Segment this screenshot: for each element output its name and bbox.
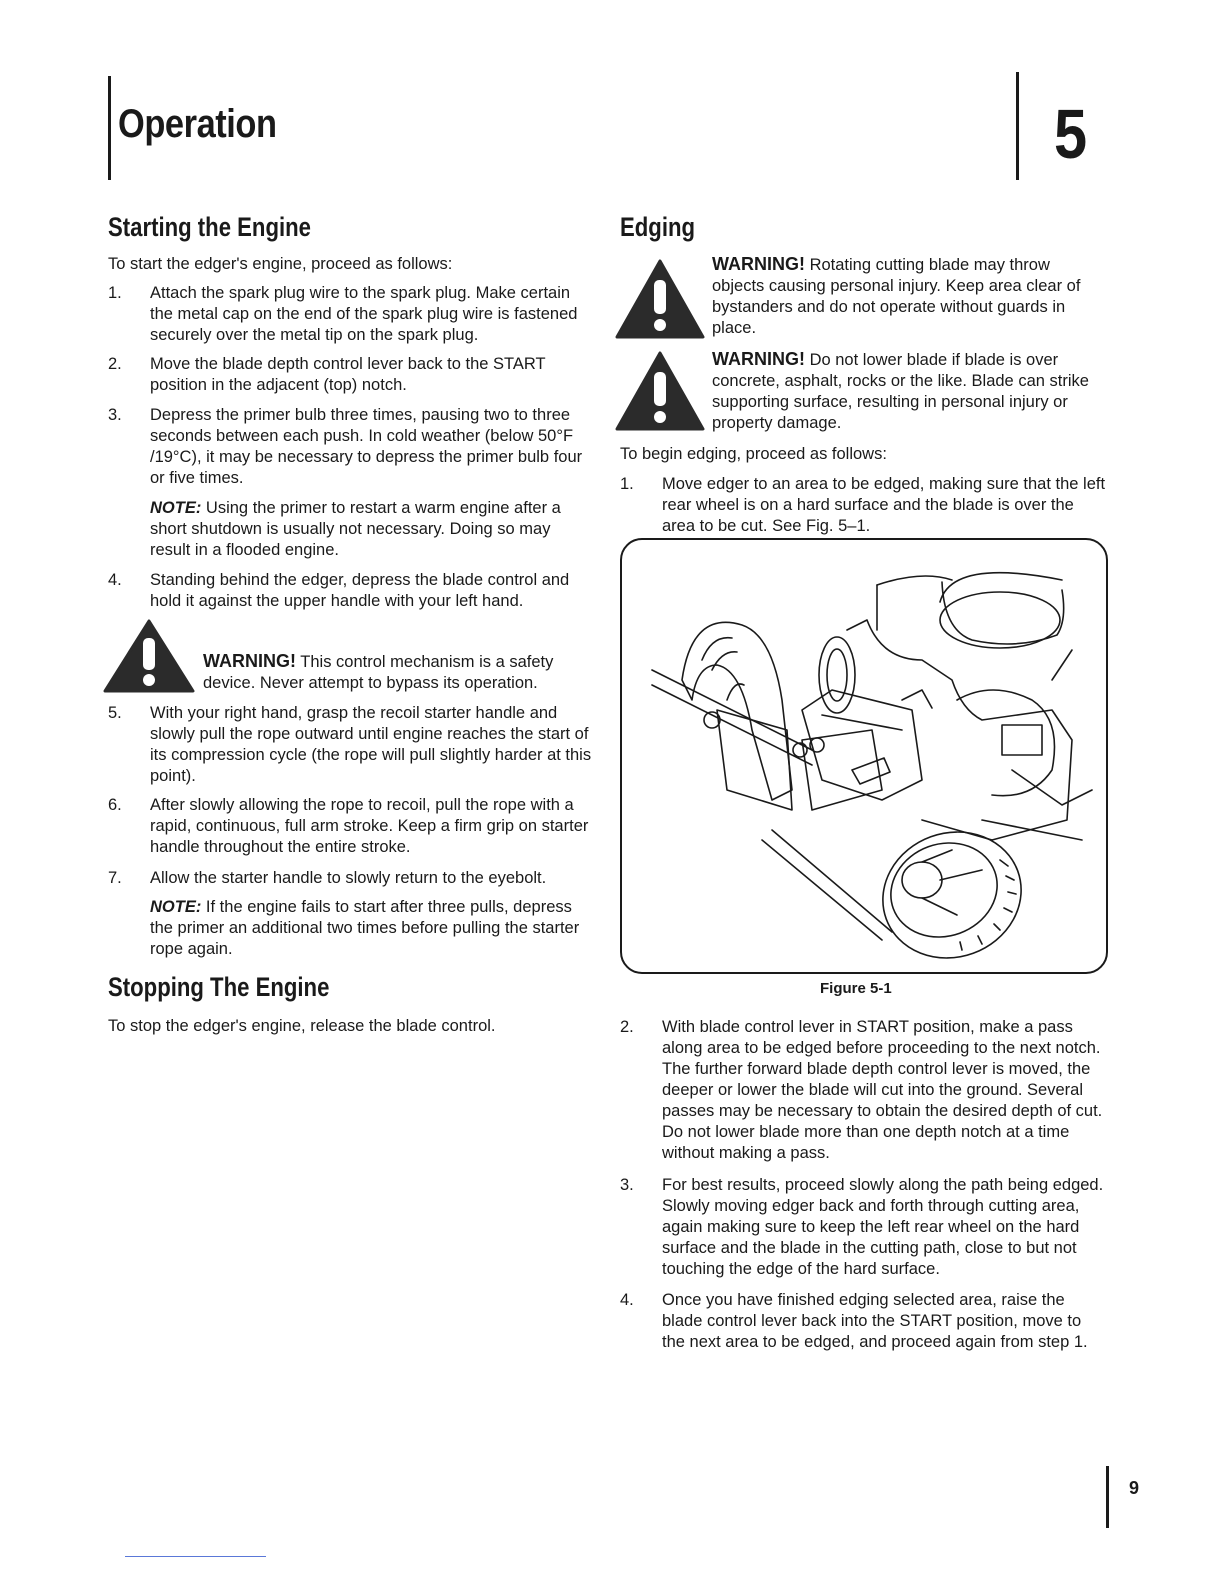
list-item: 2. Move the blade depth control lever back to the START position in the adjacent (top) notch. <box>108 355 546 394</box>
list-item: 6. After slowly allowing the rope to recoil, pull the rope with a rapid, continuous, full arm stroke. Keep a firm grip on starter handle throughout the entire stroke. <box>108 796 589 856</box>
list-item: 4. Once you have finished edging selected area, raise the blade control lever back into the START position, move to the next area to be edged, and proceed again from step 1. <box>620 1291 1088 1351</box>
note-engine-fails: NOTE: If the engine fails to start after three pulls, depress the primer an additional two times before pulling the starter rope again. <box>150 898 580 958</box>
edging-heading: Edging <box>620 212 696 242</box>
header-left-rule <box>108 76 111 180</box>
list-item: 3. Depress the primer bulb three times, pausing two to three seconds between each push. In cold weather (below 50°F /19°C), it may be necessary to depress the primer bulb four or five times. <box>108 406 583 487</box>
stopping-engine-heading: Stopping The Engine <box>108 972 330 1002</box>
warning-control-mechanism: WARNING! This control mechanism is a safety device. Never attempt to bypass its operation. <box>203 651 554 692</box>
starting-engine-heading: Starting the Engine <box>108 212 311 242</box>
edging-intro: To begin edging, proceed as follows: <box>620 445 887 463</box>
list-item: 5. With your right hand, grasp the recoil starter handle and slowly pull the rope outward until engine reaches the start of its compression cycle (the rope will pull slightly harder at this point). <box>108 704 592 785</box>
list-item: 4. Standing behind the edger, depress the blade control and hold it against the upper handle with your left hand. <box>108 571 570 610</box>
warning-triangle-icon <box>102 618 196 694</box>
chapter-number: 5 <box>1054 95 1088 173</box>
page-number: 9 <box>1129 1478 1140 1498</box>
edger-illustration <box>622 540 1106 972</box>
chapter-title: Operation <box>118 102 277 146</box>
list-item: 1. Move edger to an area to be edged, making sure that the left rear wheel is on a hard surface and the blade is over the area to be cut. See Fig. 5–1. <box>620 475 1106 535</box>
figure-edger-illustration <box>620 538 1108 974</box>
list-item: 2. With blade control lever in START position, make a pass along area to be edged before proceeding to the next notch. The further forward blade depth control lever is moved, the deeper or lower the blade will cut into the ground. Several passes may be necessary to obtain the desired depth of cut. Do not lower blade more than one depth notch at a time without making a pass. <box>620 1018 1103 1162</box>
list-item: 1. Attach the spark plug wire to the spark plug. Make certain the metal cap on the end of the spark plug wire is fastened securely over the metal tip on the spark plug. <box>108 284 578 344</box>
note-primer: NOTE: Using the primer to restart a warm engine after a short shutdown is usually not necessary. Doing so may result in a flooded engine. <box>150 499 561 559</box>
warning-triangle-icon <box>614 350 706 432</box>
figure-caption: Figure 5-1 <box>820 980 892 997</box>
starting-intro: To start the edger's engine, proceed as follows: <box>108 255 453 273</box>
footer-line <box>125 1556 266 1557</box>
stopping-text: To stop the edger's engine, release the blade control. <box>108 1017 496 1035</box>
warning-triangle-icon <box>614 258 706 340</box>
list-item: 7. Allow the starter handle to slowly return to the eyebolt. <box>108 869 547 887</box>
warning-lower-blade: WARNING! Do not lower blade if blade is over concrete, asphalt, rocks or the like. Blade can strike supporting surface, resulting in personal injury or property damage. <box>712 349 1089 432</box>
warning-rotating-blade: WARNING! Rotating cutting blade may throw objects causing personal injury. Keep area clear of bystanders and do not operate without guards in place. <box>712 254 1081 337</box>
footer-rule <box>1106 1466 1109 1528</box>
list-item: 3. For best results, proceed slowly along the path being edged. Slowly moving edger back and forth through cutting area, again making sure to keep the left rear wheel on the hard surface and the blade in the cutting path, close to but not touching the edge of the hard surface. <box>620 1176 1104 1278</box>
header-right-rule <box>1016 72 1019 180</box>
